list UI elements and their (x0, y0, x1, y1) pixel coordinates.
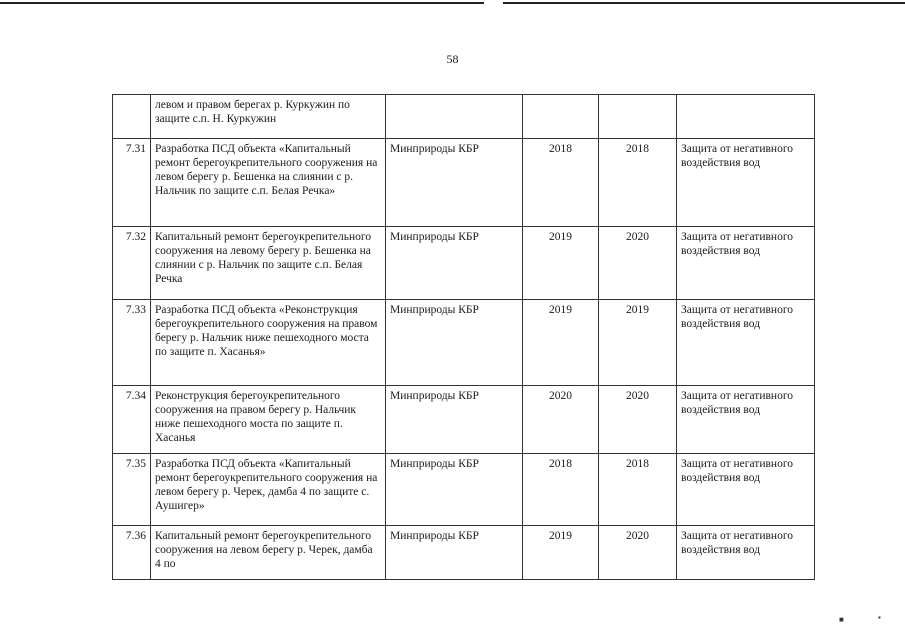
row-number: 7.31 (113, 139, 151, 227)
end-year (599, 95, 677, 139)
end-year: 2019 (599, 300, 677, 386)
start-year: 2019 (523, 227, 599, 300)
expected-result: Защита от негативного воздействия вод (677, 526, 815, 580)
responsible-executor: Минприроды КБР (386, 386, 523, 454)
expected-result: Защита от негативного воздействия вод (677, 386, 815, 454)
responsible-executor: Минприроды КБР (386, 526, 523, 580)
start-year: 2020 (523, 386, 599, 454)
page-number: 58 (446, 52, 459, 66)
row-number: 7.32 (113, 227, 151, 300)
measure-name: Разработка ПСД объекта «Капитальный ремонт берегоукрепительного сооружения на левом берегу р. Черек, дамба 4 по защите с. Аушигер» (151, 454, 386, 526)
expected-result (677, 95, 815, 139)
table-row (113, 386, 815, 454)
expected-result: Защита от негативного воздействия вод (677, 454, 815, 526)
row-number: 7.35 (113, 454, 151, 526)
table-row (113, 139, 815, 227)
scan-speck-mark: ■ (839, 615, 844, 624)
start-year: 2018 (523, 454, 599, 526)
row-number: 7.34 (113, 386, 151, 454)
responsible-executor (386, 95, 523, 139)
expected-result: Защита от негативного воздействия вод (677, 139, 815, 227)
measure-name: Реконструкция берегоукрепительного сооружения на правом берегу р. Нальчик ниже пешеходного моста по защите п. Хасанья (151, 386, 386, 454)
row-number: 7.33 (113, 300, 151, 386)
expected-result: Защита от негативного воздействия вод (677, 227, 815, 300)
end-year: 2020 (599, 526, 677, 580)
row-number: 7.36 (113, 526, 151, 580)
end-year: 2018 (599, 454, 677, 526)
responsible-executor: Минприроды КБР (386, 227, 523, 300)
table-row (113, 300, 815, 386)
end-year: 2020 (599, 386, 677, 454)
table-row (113, 227, 815, 300)
measure-name: Разработка ПСД объекта «Капитальный ремонт берегоукрепительного сооружения на левом берегу р. Бешенка на слиянии с р. Нальчик по защите с.п. Белая Речка» (151, 139, 386, 227)
measures-table (112, 94, 815, 580)
responsible-executor: Минприроды КБР (386, 300, 523, 386)
start-year: 2019 (523, 300, 599, 386)
measure-name: левом и правом берегах р. Куркужин по защите с.п. Н. Куркужин (151, 95, 386, 139)
table-row (113, 454, 815, 526)
table-row (113, 526, 815, 580)
expected-result: Защита от негативного воздействия вод (677, 300, 815, 386)
responsible-executor: Минприроды КБР (386, 454, 523, 526)
row-number (113, 95, 151, 139)
scan-speck-mark: ▪ (878, 613, 881, 622)
start-year (523, 95, 599, 139)
table-row (113, 95, 815, 139)
top-rule-left (0, 2, 484, 4)
start-year: 2019 (523, 526, 599, 580)
top-rule-right (503, 2, 905, 4)
end-year: 2018 (599, 139, 677, 227)
end-year: 2020 (599, 227, 677, 300)
measure-name: Разработка ПСД объекта «Реконструкция берегоукрепительного сооружения на правом берегу р. Нальчик ниже пешеходного моста по защите п. Хасанья» (151, 300, 386, 386)
start-year: 2018 (523, 139, 599, 227)
responsible-executor: Минприроды КБР (386, 139, 523, 227)
measure-name: Капитальный ремонт берегоукрепительного сооружения на левому берегу р. Бешенка на слиянии с р. Нальчик по защите с.п. Белая Речка (151, 227, 386, 300)
measure-name: Капитальный ремонт берегоукрепительного сооружения на левом берегу р. Черек, дамба 4 по (151, 526, 386, 580)
